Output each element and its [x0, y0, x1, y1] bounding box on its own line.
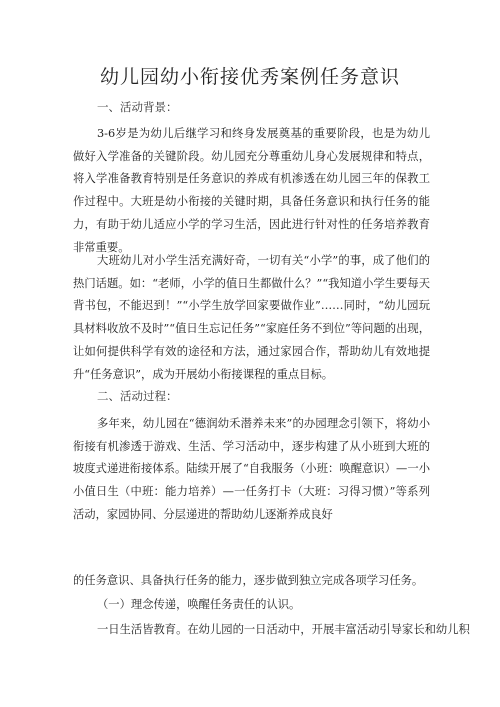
paragraph-process-continuation: 的任务意识、具备执行任务的能力，逐步做到独立完成各项学习任务。 [73, 574, 424, 587]
paragraph-background-1: 3-6岁是为幼儿后继学习和终身发展奠基的重要阶段，也是为幼儿做好入学准备的关键阶段。幼儿园充分尊重幼儿身心发展规律和特点，将入学准备教育特别是任务意识的养成有机渗透在幼儿园三年的保教工作过程中。大班是幼小衔接的关键时期，具备任务意识和执行任务的能力，有助于幼儿适应小学的学习生活，因此进行针对性的任务培养教育非常重要。 [73, 127, 430, 254]
section-heading-process: 二、活动过程： [97, 389, 178, 403]
paragraph-process-1: 多年来，幼儿园在“德润幼禾潜养未来”的办园理念引领下，将幼小衔接有机渗透于游戏、生活、学习活动中，逐步构建了从小班到大班的坡度式递进衔接体系。陆续开展了“自我服务（小班：唤醒意识）—一小小值日生（中班：能力培养）—一任务打卡（大班：习得习惯）”等系列活动，家园协同、分层递进的帮助幼儿逐渐养成良好 [73, 417, 430, 521]
paragraph-background-2: 大班幼儿对小学生活充满好奇，一切有关“小学”的事，成了他们的热门话题。如：“老师，小学的值日生都做什么？”“我知道小学生要每天背书包，不能迟到！”“小学生放学回家要做作业”……同时，“幼儿园玩具材料收放不及时”“值日生忘记任务”“家庭任务不到位”等问题的出现，让如何提供科学有效的途径和方法，通过家园合作，帮助幼儿有效地提升“任务意识”，成为开展幼小衔接课程的重点目标。 [73, 254, 430, 381]
document-title: 幼儿园幼小衔接优秀案例任务意识 [99, 66, 400, 88]
subsection-heading-1: （一）理念传递，唤醒任务责任的认识。 [97, 598, 301, 611]
section-heading-background: 一、活动背景： [97, 100, 178, 114]
paragraph-daily-life: 一日生活皆教育。在幼儿园的一日活动中，开展丰富活动引导家长和幼儿积 [97, 623, 470, 636]
